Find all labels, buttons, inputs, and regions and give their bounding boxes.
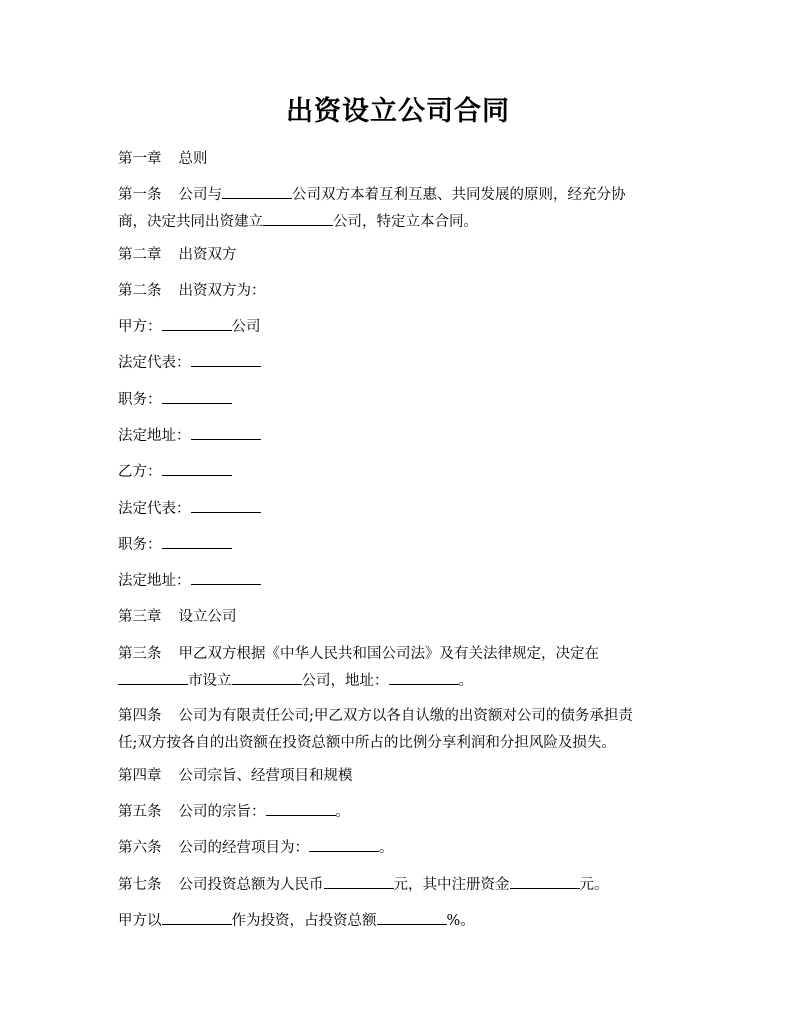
article-1 <box>118 182 678 236</box>
party-b-address-blank[interactable] <box>191 568 261 585</box>
article-1-text: 公司与 <box>178 187 222 203</box>
party-b-representative-field <box>118 496 678 523</box>
party-b-position-blank[interactable] <box>162 532 232 549</box>
article-1-text: 公司，特定立本合同。 <box>333 214 478 230</box>
party-a-investment-blank[interactable] <box>162 908 232 925</box>
chapter-4 <box>118 763 678 790</box>
party-a-position-blank[interactable] <box>162 387 232 404</box>
purpose-blank[interactable] <box>266 799 336 816</box>
article-3-text: 公司，地址： <box>301 673 389 689</box>
article-5-text: 公司的宗旨： <box>178 804 266 820</box>
article-5-text: 。 <box>335 804 350 820</box>
party-a-blank[interactable] <box>162 314 232 331</box>
article-3 <box>118 641 678 695</box>
party-b-label: 乙方： <box>118 464 162 480</box>
party-b-address-field <box>118 568 678 595</box>
company-name-blank[interactable] <box>222 182 292 199</box>
article-4-line-1 <box>118 703 678 730</box>
address-blank[interactable] <box>389 668 459 685</box>
chapter-1-number: 第一章 <box>118 151 162 167</box>
party-a-position-field <box>118 387 678 414</box>
party-a-address-blank[interactable] <box>191 423 261 440</box>
article-5-number: 第五条 <box>118 804 162 820</box>
total-investment-blank[interactable] <box>324 872 394 889</box>
party-a-address-label: 法定地址： <box>118 428 191 444</box>
chapter-1-title: 总则 <box>178 151 208 167</box>
business-scope-blank[interactable] <box>309 835 379 852</box>
article-3-line-2 <box>118 668 678 695</box>
party-a-suffix: 公司 <box>231 319 261 335</box>
chapter-2-title: 出资双方 <box>178 247 237 263</box>
party-a-representative-field <box>118 350 678 377</box>
article-1-line-1 <box>118 182 678 209</box>
party-a-representative-blank[interactable] <box>191 350 261 367</box>
article-3-line-1 <box>118 641 678 668</box>
article-2-text: 出资双方为： <box>178 283 266 299</box>
party-a-investment <box>118 908 678 935</box>
party-b-position-field <box>118 532 678 559</box>
chapter-2 <box>118 242 678 269</box>
party-b-field <box>118 459 678 486</box>
article-6 <box>118 835 678 862</box>
party-b-position-label: 职务： <box>118 537 162 553</box>
article-4 <box>118 703 678 757</box>
article-6-text: 公司的经营项目为： <box>178 840 309 856</box>
article-4-line-2: 任;双方按各自的出资额在投资总额中所占的比例分享利润和分担风险及损失。 <box>118 735 616 751</box>
article-5 <box>118 799 678 826</box>
article-3-text: 。 <box>458 673 473 689</box>
party-a-label: 甲方： <box>118 319 162 335</box>
registered-capital-blank[interactable] <box>510 872 580 889</box>
party-b-representative-label: 法定代表： <box>118 501 191 517</box>
article-4-text: 公司为有限责任公司;甲乙双方以各自认缴的出资额对公司的债务承担责 <box>178 708 633 724</box>
party-a-investment-text: 作为投资，占投资总额 <box>231 913 377 929</box>
document-title: 出资设立公司合同 <box>286 96 510 127</box>
chapter-4-title: 公司宗旨、经营项目和规模 <box>178 768 353 784</box>
article-7-text: 元。 <box>579 877 609 893</box>
article-1-number: 第一条 <box>118 187 162 203</box>
article-3-number: 第三条 <box>118 646 162 662</box>
article-1-text: 公司双方本着互利互惠、共同发展的原则，经充分协 <box>292 187 626 203</box>
article-3-text: 甲乙双方根据《中华人民共和国公司法》及有关法律规定，决定在 <box>178 646 599 662</box>
city-blank[interactable] <box>118 668 188 685</box>
party-a-investment-text: %。 <box>446 913 475 929</box>
chapter-1 <box>118 146 678 173</box>
party-a-position-label: 职务： <box>118 392 162 408</box>
chapter-3-number: 第三章 <box>118 609 162 625</box>
article-7 <box>118 872 678 899</box>
new-company-name-blank[interactable] <box>263 209 333 226</box>
party-b-blank[interactable] <box>162 459 232 476</box>
article-2 <box>118 278 678 305</box>
article-7-text: 元，其中注册资金 <box>393 877 510 893</box>
article-6-text: 。 <box>379 840 394 856</box>
party-b-address-label: 法定地址： <box>118 573 191 589</box>
article-3-text: 市设立 <box>188 673 232 689</box>
article-2-number: 第二条 <box>118 283 162 299</box>
chapter-3 <box>118 604 678 631</box>
chapter-3-title: 设立公司 <box>178 609 237 625</box>
chapter-2-number: 第二章 <box>118 247 162 263</box>
party-a-representative-label: 法定代表： <box>118 355 191 371</box>
party-a-investment-text: 甲方以 <box>118 913 162 929</box>
party-a-field <box>118 314 678 341</box>
article-1-text: 商，决定共同出资建立 <box>118 214 263 230</box>
party-a-percentage-blank[interactable] <box>377 908 447 925</box>
article-1-line-2 <box>118 209 678 236</box>
chapter-4-number: 第四章 <box>118 768 162 784</box>
article-6-number: 第六条 <box>118 840 162 856</box>
company-blank[interactable] <box>232 668 302 685</box>
article-7-text: 公司投资总额为人民币 <box>178 877 324 893</box>
article-4-number: 第四条 <box>118 708 162 724</box>
party-a-address-field <box>118 423 678 450</box>
article-7-number: 第七条 <box>118 877 162 893</box>
party-b-representative-blank[interactable] <box>191 496 261 513</box>
